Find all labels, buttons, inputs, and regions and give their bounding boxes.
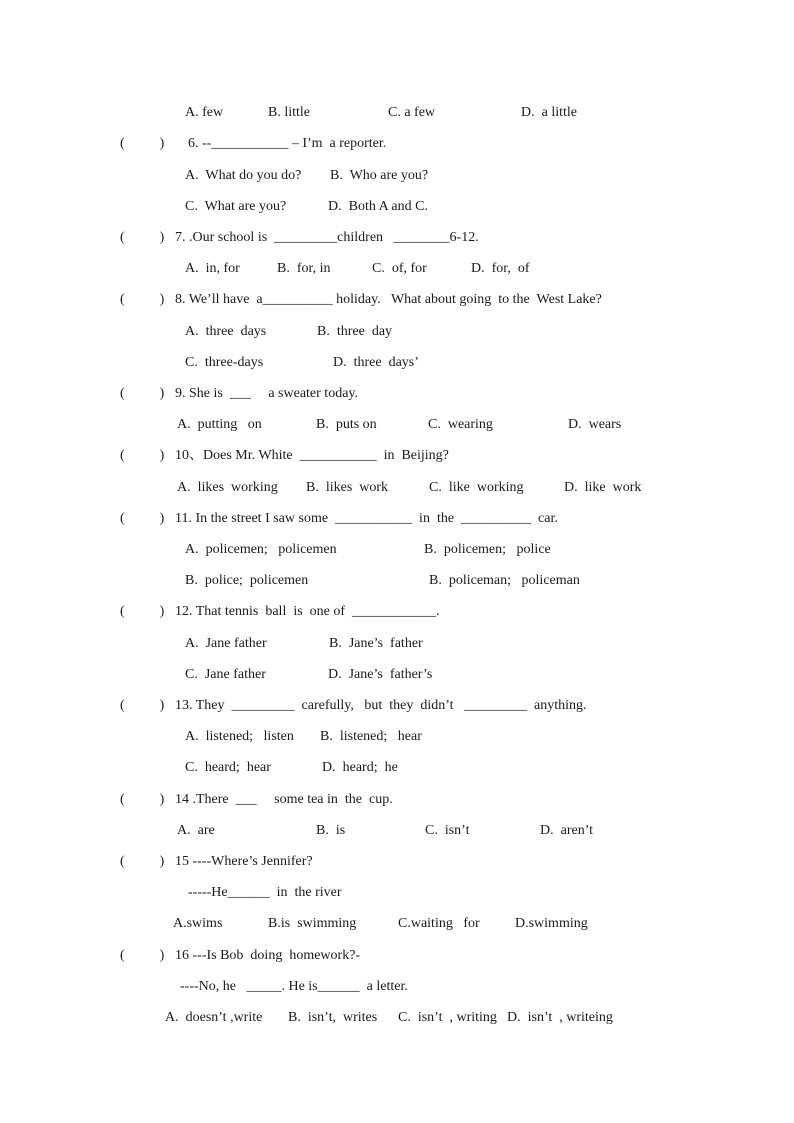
option-a: A. few — [185, 105, 224, 120]
option-a: A. are — [177, 823, 215, 838]
question-text: 13. They _________ carefully, but they didn’t _________ anything. — [175, 698, 587, 713]
question-text: 12. That tennis ball is one of ____________. — [175, 604, 440, 619]
option-a: A. What do you do? — [185, 168, 302, 183]
option-b: B. listened; hear — [320, 729, 422, 744]
option-d: D. Jane’s father’s — [328, 667, 433, 682]
answer-blank[interactable]: ( ) — [120, 948, 165, 963]
option-a: A. doesn’t ,write — [165, 1010, 263, 1025]
question-text: 8. We’ll have a__________ holiday. What about going to the West Lake? — [175, 292, 602, 307]
answer-blank[interactable]: ( ) — [120, 386, 165, 401]
option-b: B. for, in — [277, 261, 331, 276]
question-text: 11. In the street I saw some ___________ in the __________ car. — [175, 511, 558, 526]
option-d: D. Both A and C. — [328, 199, 428, 214]
question-text: 15 ----Where’s Jennifer? — [175, 854, 313, 869]
option-c: C. isn’t , writing — [398, 1010, 497, 1025]
option-c: C. wearing — [428, 417, 493, 432]
option-b: B. little — [268, 105, 310, 120]
answer-blank[interactable]: ( ) — [120, 698, 165, 713]
option-b: B.is swimming — [268, 916, 357, 931]
option-b: B. policemen; police — [424, 542, 551, 557]
option-c: B. police; policemen — [185, 573, 309, 588]
option-a: A. three days — [185, 324, 267, 339]
option-a: A. Jane father — [185, 636, 267, 651]
option-d: D.swimming — [515, 916, 588, 931]
answer-blank[interactable]: ( ) — [120, 230, 165, 245]
option-a: A. listened; listen — [185, 729, 294, 744]
question-text: 9. She is ___ a sweater today. — [175, 386, 358, 401]
answer-blank[interactable]: ( ) — [120, 604, 165, 619]
option-d: D. isn’t , writeing — [507, 1010, 613, 1025]
answer-blank[interactable]: ( ) — [120, 792, 165, 807]
option-d: D. three days’ — [333, 355, 419, 370]
option-a: A.swims — [173, 916, 223, 931]
question-text: 7. .Our school is _________children ________6-12. — [175, 230, 479, 245]
option-c: C. a few — [388, 105, 436, 120]
option-b: B. Jane’s father — [329, 636, 423, 651]
answer-blank[interactable]: ( ) — [120, 854, 165, 869]
question-text: 14 .There ___ some tea in the cup. — [175, 792, 393, 807]
answer-blank[interactable]: ( ) — [120, 136, 165, 151]
question-text: 16 ---Is Bob doing homework?- — [175, 948, 361, 963]
option-c: C. of, for — [372, 261, 427, 276]
option-b: B. puts on — [316, 417, 377, 432]
answer-blank[interactable]: ( ) — [120, 448, 165, 463]
dialogue-line: ----No, he _____. He is______ a letter. — [180, 979, 408, 994]
option-a: A. in, for — [185, 261, 240, 276]
option-b: B. is — [316, 823, 346, 838]
option-a: A. policemen; policemen — [185, 542, 337, 557]
option-c: C.waiting for — [398, 916, 480, 931]
dialogue-line: -----He______ in the river — [188, 885, 342, 900]
option-c: C. Jane father — [185, 667, 266, 682]
question-text: 6. --___________ – I’m a reporter. — [188, 136, 387, 151]
option-b: B. three day — [317, 324, 393, 339]
option-d: D. a little — [521, 105, 577, 120]
option-b: B. isn’t, writes — [288, 1010, 378, 1025]
option-c: C. heard; hear — [185, 760, 271, 775]
answer-blank[interactable]: ( ) — [120, 292, 165, 307]
option-c: C. isn’t — [425, 823, 470, 838]
option-b: B. Who are you? — [330, 168, 429, 183]
option-d: D. wears — [568, 417, 622, 432]
option-b: B. likes work — [306, 480, 389, 495]
option-a: A. putting on — [177, 417, 262, 432]
option-d: D. heard; he — [322, 760, 398, 775]
option-c: C. What are you? — [185, 199, 287, 214]
option-d: D. for, of — [471, 261, 530, 276]
option-c: C. three-days — [185, 355, 264, 370]
option-d: B. policeman; policeman — [429, 573, 580, 588]
question-text: 10、Does Mr. White ___________ in Beijing? — [175, 448, 449, 463]
option-d: D. aren’t — [540, 823, 593, 838]
option-a: A. likes working — [177, 480, 278, 495]
option-d: D. like work — [564, 480, 642, 495]
answer-blank[interactable]: ( ) — [120, 511, 165, 526]
option-c: C. like working — [429, 480, 524, 495]
